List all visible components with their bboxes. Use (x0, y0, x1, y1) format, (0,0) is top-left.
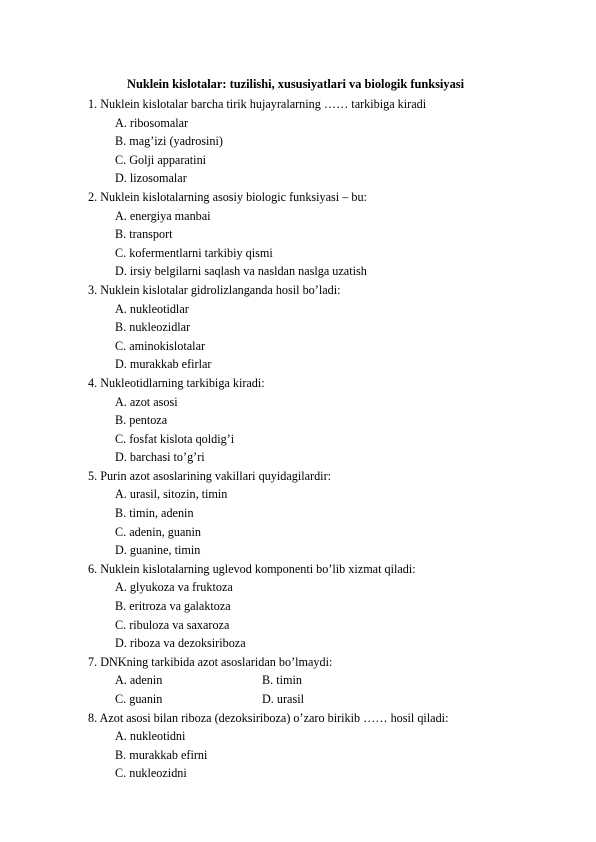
question-text: 2. Nuklein kislotalarning asosiy biologic funksiyasi – bu: (88, 189, 367, 204)
question-text: 4. Nukleotidlarning tarkibiga kiradi: (88, 375, 265, 390)
option-c: C. guanin (115, 692, 163, 706)
option-c: C. fosfat kislota qoldig’i (115, 431, 235, 446)
option-b: B. nukleozidlar (115, 320, 191, 335)
option-d: D. barchasi to’g’ri (115, 450, 205, 465)
question-text: 8. Azot asosi bilan riboza (dezoksiriboza) o’zaro birikib …… hosil qiladi: (88, 710, 449, 725)
question-2 (88, 188, 568, 281)
option-b: B. transport (115, 227, 173, 242)
question-text: 6. Nuklein kislotalarning uglevod komponenti bo’lib xizmat qiladi: (88, 561, 416, 576)
option-c: C. adenin, guanin (115, 524, 201, 539)
option-a: A. azot asosi (115, 394, 178, 409)
option-c: C. Golji apparatini (115, 152, 207, 167)
option-a: A. glyukoza va fruktoza (115, 580, 233, 595)
question-4 (88, 374, 568, 467)
option-c: C. aminokislotalar (115, 338, 206, 353)
option-a: A. nukleotidlar (115, 301, 189, 316)
question-text: 5. Purin azot asoslarining vakillari quyidagilardir: (88, 468, 332, 483)
option-d: D. irsiy belgilarni saqlash va nasldan naslga uzatish (115, 264, 367, 279)
question-text: 7. DNKning tarkibida azot asoslaridan bo’lmaydi: (88, 654, 333, 669)
option-c: C. nukleozidni (115, 766, 187, 781)
question-8 (88, 709, 568, 783)
option-b: B. pentoza (115, 413, 168, 428)
option-b: B. eritroza va galaktoza (115, 599, 231, 614)
option-d: D. lizosomalar (115, 171, 187, 186)
question-7 (88, 653, 568, 709)
question-text: 1. Nuklein kislotalar barcha tirik hujayralarning …… tarkibiga kiradi (88, 97, 427, 111)
option-d: D. guanine, timin (115, 543, 201, 558)
option-a: A. urasil, sitozin, timin (115, 487, 228, 502)
page-title: Nuklein kislotalar: tuzilishi, xususiyatlari va biologik funksiyasi (127, 77, 465, 91)
option-c: C. kofermentlarni tarkibiy qismi (115, 245, 273, 260)
option-a: A. energiya manbai (115, 208, 211, 223)
question-list (88, 95, 568, 783)
question-1 (88, 95, 568, 188)
option-b: B. timin (262, 673, 302, 688)
option-a: A. ribosomalar (115, 115, 189, 130)
question-3 (88, 281, 568, 374)
option-d: D. urasil (262, 692, 304, 706)
question-6 (88, 560, 568, 653)
question-text: 3. Nuklein kislotalar gidrolizlanganda hosil bo’ladi: (88, 282, 341, 297)
option-c: C. ribuloza va saxaroza (115, 617, 230, 632)
option-row (88, 690, 568, 709)
option-b: B. timin, adenin (115, 506, 194, 521)
option-d: D. riboza va dezoksiriboza (115, 636, 246, 651)
option-row (88, 671, 568, 690)
question-5 (88, 467, 568, 560)
option-a: A. nukleotidni (115, 729, 186, 744)
option-d: D. murakkab efirlar (115, 357, 212, 372)
option-a: A. adenin (115, 673, 163, 688)
option-b: B. murakkab efirni (115, 747, 208, 762)
option-b: B. mag’izi (yadrosini) (115, 134, 223, 149)
